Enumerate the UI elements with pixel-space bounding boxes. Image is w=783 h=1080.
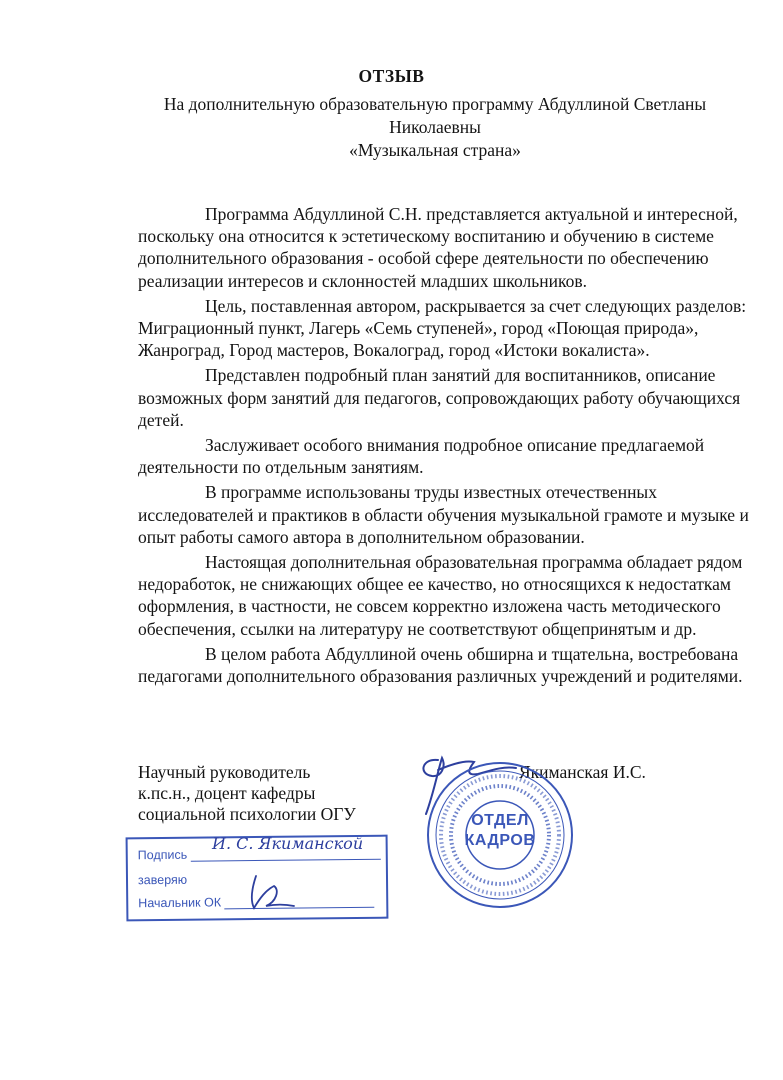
- signatory-department: социальной психологии ОГУ: [138, 804, 356, 824]
- subtitle-program-name: «Музыкальная страна»: [349, 140, 521, 160]
- hr-department-round-stamp: [425, 760, 575, 910]
- subtitle-program-line: На дополнительную образовательную программу Абдуллиной Светланы Николаевны: [163, 94, 707, 137]
- round-stamp-line1: ОТДЕЛ: [471, 812, 529, 829]
- paragraph: Заслуживает особого внимания подробное описание предлагаемой деятельности по отдельным занятиям.: [138, 435, 705, 478]
- signatory-name: Якиманская И.С.: [519, 762, 646, 782]
- handwritten-initial-icon: [236, 868, 306, 916]
- stamp-head-label: Начальник ОК: [138, 895, 222, 911]
- paragraph: В целом работа Абдуллиной очень обширна и тщательна, востребована педагогами дополнительного образования различных учреждений и родителями.: [138, 643, 743, 687]
- paragraph: Программа Абдуллиной С.Н. представляется актуальной и интересной, поскольку она относится к эстетическому воспитанию и обучению в системе дополнительного образования - особой сфере деятельности по обеспечению реализации интересов и склонностей младших школьников.: [138, 204, 738, 291]
- signatory-degree: к.пс.н., доцент кафедры: [138, 783, 316, 803]
- stamp-certify-row: [138, 873, 187, 888]
- paragraph: Представлен подробный план занятий для воспитанников, описание возможных форм занятий для педагогов, сопровождающих работу обучающихся детей.: [138, 365, 741, 430]
- stamp-certify-label: заверяю: [137, 872, 188, 888]
- round-stamp-line2: КАДРОВ: [464, 832, 536, 849]
- signatory-block: [138, 762, 356, 825]
- paragraph: Цель, поставленная автором, раскрывается за счет следующих разделов: Миграционный пункт, Лагерь «Семь ступеней», город «Поющая природа», Жанроград, Город мастеров, Вокалоград, город «Истоки вокалиста».: [138, 295, 747, 361]
- signatory-role: Научный руководитель: [138, 762, 311, 782]
- paragraph: Настоящая дополнительная образовательная программа обладает рядом недоработок, не снижающих общее ее качество, но относящихся к недостаткам оформления, в частности, не совсем корректно изложена часть методического обеспечения, ссылки на литературу не соответствуют общепринятым и др.: [138, 552, 743, 639]
- review-body: [138, 203, 750, 690]
- paragraph: В программе использованы труды известных отечественных исследователей и практиков в области обучения музыкальной грамоте и музыке и опыт работы самого автора в дополнительном образовании.: [138, 482, 749, 547]
- stamp-handwritten-name: И. С. Якиманской: [212, 834, 364, 853]
- stamp-signature-label: Подпись: [137, 847, 188, 863]
- document-subtitle: [130, 93, 740, 162]
- document-title: ОТЗЫВ: [358, 66, 425, 86]
